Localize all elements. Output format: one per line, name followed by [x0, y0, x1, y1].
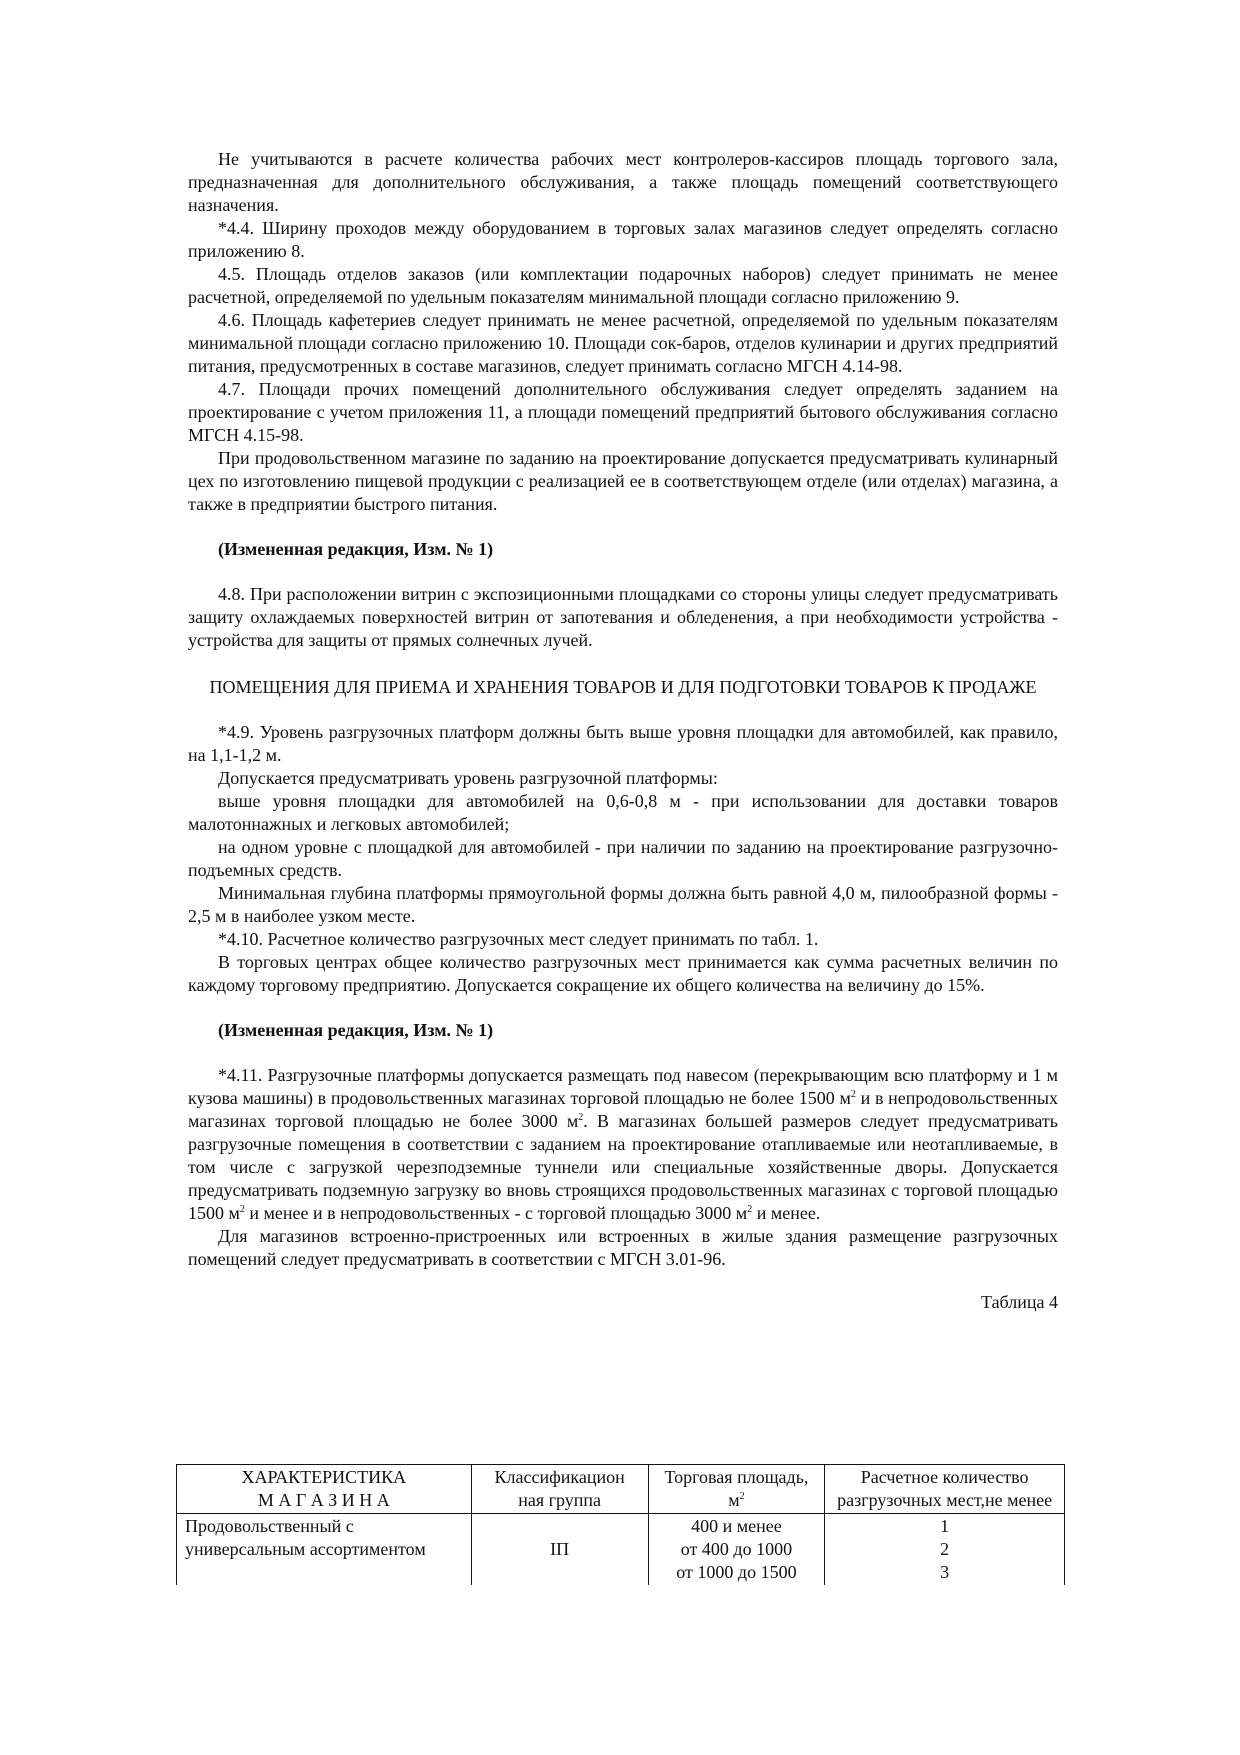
cell-characteristic: Продовольственный с универсальным ассортиментом [177, 1514, 472, 1586]
paragraph: В торговых центрах общее количество разгрузочных мест принимается как сумма расчетных величин по каждому торговому предприятию. Допускается сокращение их общего количества на величину до 15%. [188, 952, 1058, 995]
superscript: 2 [850, 1089, 856, 1100]
paragraph-4-5: 4.5. Площадь отделов заказов (или комплектации подарочных наборов) следует принимать не менее расчетной, определяемой по удельным показателям минимальной площади согласно приложению 9. [188, 264, 1058, 307]
header-count: Расчетное количество разгрузочных мест,не менее [825, 1465, 1065, 1514]
header-text: ХАРАКТЕРИСТИКА [241, 1467, 407, 1487]
paragraph: Не учитываются в расчете количества рабочих мест контролеров-кассиров площадь торгового зала, предназначенная для дополнительного обслуживания, а также площадь помещений соответствующего назначения. [188, 149, 1058, 215]
text-run: . В магазинах большей размеров следует предусматривать разгрузочные помещения в соответствии с заданием на проектирование отапливаемые или неотапливаемые, в том числе с загрузкой черезподземные туннели или специальные хозяйственные дворы. Допускается предусматривать подземную загрузку во вновь строящихся продовольственных магазинах с торговой площадью 1500 м [188, 1111, 1058, 1223]
count-value: 3 [940, 1562, 950, 1582]
table-row [177, 1514, 1065, 1586]
paragraph-4-6: 4.6. Площадь кафетериев следует принимать не менее расчетной, определяемой по удельным показателям минимальной площади согласно приложению 10. Площади сок-баров, отделов кулинарии и других предприятий питания, предусмотренных в составе магазинов, следует принимать согласно МГСН 4.14-98. [188, 310, 1058, 376]
count-value: 2 [940, 1539, 950, 1559]
area-value: от 400 до 1000 [680, 1539, 793, 1559]
paragraph-4-4: *4.4. Ширину проходов между оборудованием в торговых залах магазинов следует определять согласно приложению 8. [188, 218, 1058, 261]
paragraph-4-7: 4.7. Площади прочих помещений дополнительного обслуживания следует определять заданием на проектирование с учетом приложения 11, а площади помещений предприятий бытового обслуживания согласно МГСН 4.15-98. [188, 379, 1058, 445]
count-value: 1 [940, 1516, 950, 1536]
document-page [188, 148, 1058, 1339]
header-text: Торговая площадь, м [664, 1467, 809, 1510]
cell-areas [648, 1514, 825, 1586]
superscript: 2 [739, 1491, 745, 1502]
unloading-places-table [176, 1464, 1065, 1585]
paragraph: выше уровня площадки для автомобилей на 0,6-0,8 м - при использовании для доставки товаров малотоннажных и легковых автомобилей; [188, 791, 1058, 834]
table-header-row [177, 1465, 1065, 1514]
header-text: М А Г А З И Н А [257, 1490, 390, 1510]
section-heading: ПОМЕЩЕНИЯ ДЛЯ ПРИЕМА И ХРАНЕНИЯ ТОВАРОВ И ДЛЯ ПОДГОТОВКИ ТОВАРОВ К ПРОДАЖЕ [209, 677, 1037, 697]
header-group: Классификацион ная группа [471, 1465, 648, 1514]
text-run: и менее. [752, 1203, 821, 1223]
cell-group: IП [471, 1514, 648, 1586]
paragraph-4-9: *4.9. Уровень разгрузочных платформ должны быть выше уровня площадки для автомобилей, как правило, на 1,1-1,2 м. [188, 722, 1058, 765]
paragraph-4-10: *4.10. Расчетное количество разгрузочных мест следует принимать по табл. 1. [218, 929, 819, 949]
paragraph-4-8: 4.8. При расположении витрин с экспозиционными площадками со стороны улицы следует предусматривать защиту охлаждаемых поверхностей витрин от запотевания и обледенения, а при необходимости устройства - устройства для защиты от прямых солнечных лучей. [188, 584, 1058, 650]
amendment-note: (Измененная редакция, Изм. № 1) [218, 1020, 494, 1040]
text-run: и менее и в непродовольственных - с торговой площадью 3000 м [244, 1203, 748, 1223]
superscript: 2 [578, 1112, 584, 1123]
paragraph: Допускается предусматривать уровень разгрузочной платформы: [218, 768, 718, 788]
paragraph: При продовольственном магазине по заданию на проектирование допускается предусматривать кулинарный цех по изготовлению пищевой продукции с реализацией ее в соответствующем отделе (или отделах) магазина, а также в предприятии быстрого питания. [188, 448, 1058, 514]
table-caption: Таблица 4 [981, 1292, 1058, 1312]
cell-counts [825, 1514, 1065, 1586]
area-value: от 1000 до 1500 [676, 1562, 797, 1582]
header-characteristic [177, 1465, 472, 1514]
area-value: 400 и менее [691, 1516, 782, 1536]
paragraph: Для магазинов встроенно-пристроенных или встроенных в жилые здания размещение разгрузочных помещений следует предусматривать в соответствии с МГСН 3.01-96. [188, 1226, 1058, 1269]
amendment-note: (Измененная редакция, Изм. № 1) [218, 539, 494, 559]
superscript: 2 [747, 1204, 753, 1215]
superscript: 2 [239, 1204, 245, 1215]
header-area [648, 1465, 825, 1514]
text-run: и в непродовольственных магазинах торговой площадью не более 3000 м [188, 1088, 1058, 1131]
paragraph: на одном уровне с площадкой для автомобилей - при наличии по заданию на проектирование разгрузочно-подъемных средств. [188, 837, 1058, 880]
text-run: *4.11. Разгрузочные платформы допускается размещать под навесом (перекрывающим всю платформу и 1 м кузова машины) в продовольственных магазинах торговой площадью не более 1500 м [188, 1065, 1058, 1108]
paragraph-4-11 [188, 1064, 1058, 1225]
paragraph: Минимальная глубина платформы прямоугольной формы должна быть равной 4,0 м, пилообразной формы - 2,5 м в наиболее узком месте. [188, 883, 1058, 926]
